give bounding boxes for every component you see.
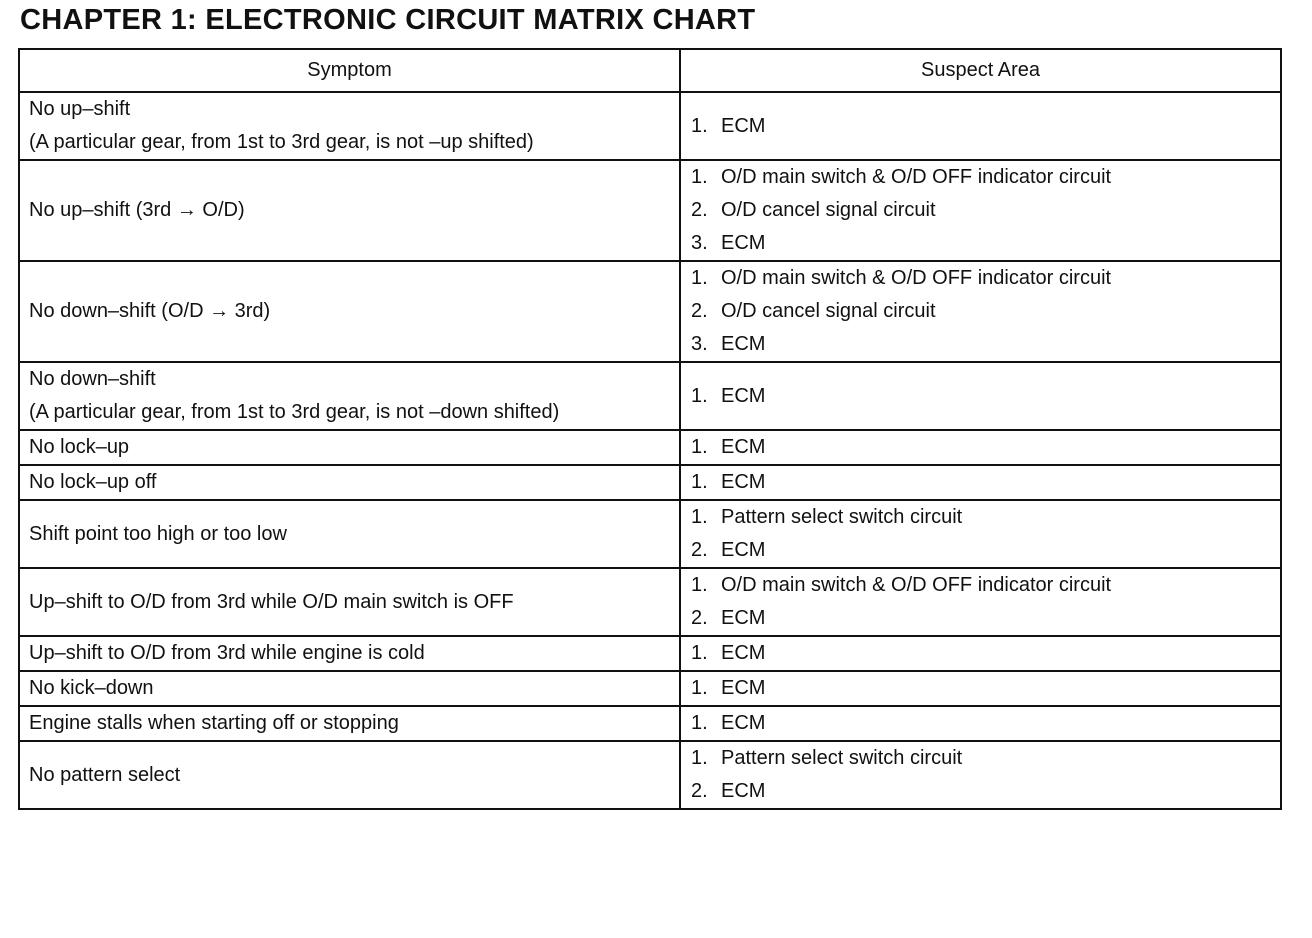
table-row [19, 741, 1281, 809]
table-body [19, 92, 1281, 809]
symptom-cell [19, 160, 680, 261]
item-text: O/D main switch & O/D OFF indicator circuit [721, 574, 1112, 596]
item-text: ECM [721, 780, 766, 802]
suspect-area-item [691, 501, 1270, 534]
suspect-area-item [691, 328, 1270, 361]
symptom-text: Up–shift to O/D from 3rd while engine is cold [29, 642, 425, 664]
item-number: 1. [691, 436, 708, 458]
item-text: ECM [721, 677, 766, 699]
table-row [19, 500, 1281, 568]
symptom-cell [19, 671, 680, 706]
table-row [19, 261, 1281, 362]
table-row [19, 465, 1281, 500]
suspect-area-cell [680, 160, 1281, 261]
circuit-matrix-table [18, 48, 1282, 810]
suspect-area-cell [680, 92, 1281, 160]
item-number: 1. [691, 267, 708, 289]
item-number: 1. [691, 506, 708, 528]
suspect-area-cell [680, 671, 1281, 706]
suspect-area-cell [680, 636, 1281, 671]
item-number: 2. [691, 607, 708, 629]
suspect-area-item [691, 534, 1270, 567]
item-text: ECM [721, 712, 766, 734]
item-text: O/D cancel signal circuit [721, 199, 936, 221]
symptom-text: Shift point too high or too low [29, 522, 287, 545]
item-number: 1. [691, 712, 708, 734]
item-text: O/D main switch & O/D OFF indicator circuit [721, 166, 1112, 188]
suspect-area-item [691, 262, 1270, 295]
suspect-area-item [691, 672, 1270, 705]
suspect-area-item [691, 569, 1270, 602]
column-header-suspect-area: Suspect Area [680, 49, 1281, 92]
page-title: CHAPTER 1: ELECTRONIC CIRCUIT MATRIX CHART [20, 4, 756, 36]
symptom-text: No down–shift [29, 368, 156, 390]
item-number: 1. [691, 471, 708, 493]
item-text: ECM [721, 114, 766, 137]
item-text: O/D main switch & O/D OFF indicator circuit [721, 267, 1112, 289]
suspect-area-item [691, 602, 1270, 635]
suspect-area-item [691, 194, 1270, 227]
item-text: ECM [721, 436, 766, 458]
item-number: 3. [691, 232, 708, 254]
suspect-area-item [691, 161, 1270, 194]
suspect-area-cell [680, 500, 1281, 568]
item-number: 1. [691, 384, 708, 407]
suspect-area-item [691, 775, 1270, 808]
item-number: 2. [691, 199, 708, 221]
symptom-cell [19, 261, 680, 362]
suspect-area-item [691, 742, 1270, 775]
item-text: ECM [721, 539, 766, 561]
suspect-area-item [691, 466, 1270, 499]
symptom-cell [19, 500, 680, 568]
item-text: ECM [721, 333, 766, 355]
suspect-area-cell [680, 568, 1281, 636]
suspect-area-cell [680, 741, 1281, 809]
table-row [19, 671, 1281, 706]
item-text: ECM [721, 471, 766, 493]
suspect-area-item [691, 431, 1270, 464]
symptom-text: No up–shift (3rd → O/D) [29, 199, 245, 221]
table-row [19, 568, 1281, 636]
table-row [19, 160, 1281, 261]
symptom-cell [19, 465, 680, 500]
item-text: ECM [721, 607, 766, 629]
symptom-text: (A particular gear, from 1st to 3rd gear, is not –up shifted) [29, 131, 534, 153]
symptom-cell [19, 430, 680, 465]
symptom-text: No up–shift [29, 98, 131, 120]
symptom-cell [19, 741, 680, 809]
symptom-text: No kick–down [29, 677, 154, 699]
symptom-cell [19, 92, 680, 160]
item-number: 1. [691, 677, 708, 699]
item-text: ECM [721, 642, 766, 664]
suspect-area-cell [680, 430, 1281, 465]
item-number: 1. [691, 574, 708, 596]
symptom-cell [19, 636, 680, 671]
item-number: 2. [691, 300, 708, 322]
suspect-area-cell [680, 465, 1281, 500]
suspect-area-cell [680, 261, 1281, 362]
table-row [19, 92, 1281, 160]
item-number: 3. [691, 333, 708, 355]
header-row [19, 49, 1281, 92]
item-text: Pattern select switch circuit [721, 506, 963, 528]
symptom-cell [19, 706, 680, 741]
item-text: O/D cancel signal circuit [721, 300, 936, 322]
table-row [19, 362, 1281, 430]
suspect-area-item [691, 707, 1270, 740]
symptom-text: No down–shift (O/D → 3rd) [29, 300, 271, 322]
symptom-text: Up–shift to O/D from 3rd while O/D main switch is OFF [29, 590, 514, 613]
suspect-area-cell [680, 362, 1281, 430]
item-number: 1. [691, 114, 708, 137]
column-header-symptom: Symptom [19, 49, 680, 92]
symptom-text: No lock–up off [29, 471, 157, 493]
table-row [19, 706, 1281, 741]
item-text: ECM [721, 232, 766, 254]
suspect-area-item [691, 637, 1270, 670]
suspect-area-item [691, 380, 1270, 413]
item-number: 2. [691, 539, 708, 561]
symptom-text: Engine stalls when starting off or stopping [29, 712, 399, 734]
table-row [19, 636, 1281, 671]
symptom-text: No pattern select [29, 763, 181, 786]
suspect-area-item [691, 227, 1270, 260]
item-text: ECM [721, 384, 766, 407]
symptom-cell [19, 362, 680, 430]
symptom-cell [19, 568, 680, 636]
item-text: Pattern select switch circuit [721, 747, 963, 769]
item-number: 1. [691, 166, 708, 188]
item-number: 1. [691, 642, 708, 664]
symptom-text: (A particular gear, from 1st to 3rd gear, is not –down shifted) [29, 401, 560, 423]
table-row [19, 430, 1281, 465]
item-number: 2. [691, 780, 708, 802]
suspect-area-item [691, 295, 1270, 328]
suspect-area-item [691, 110, 1270, 143]
item-number: 1. [691, 747, 708, 769]
symptom-text: No lock–up [29, 436, 130, 458]
suspect-area-cell [680, 706, 1281, 741]
